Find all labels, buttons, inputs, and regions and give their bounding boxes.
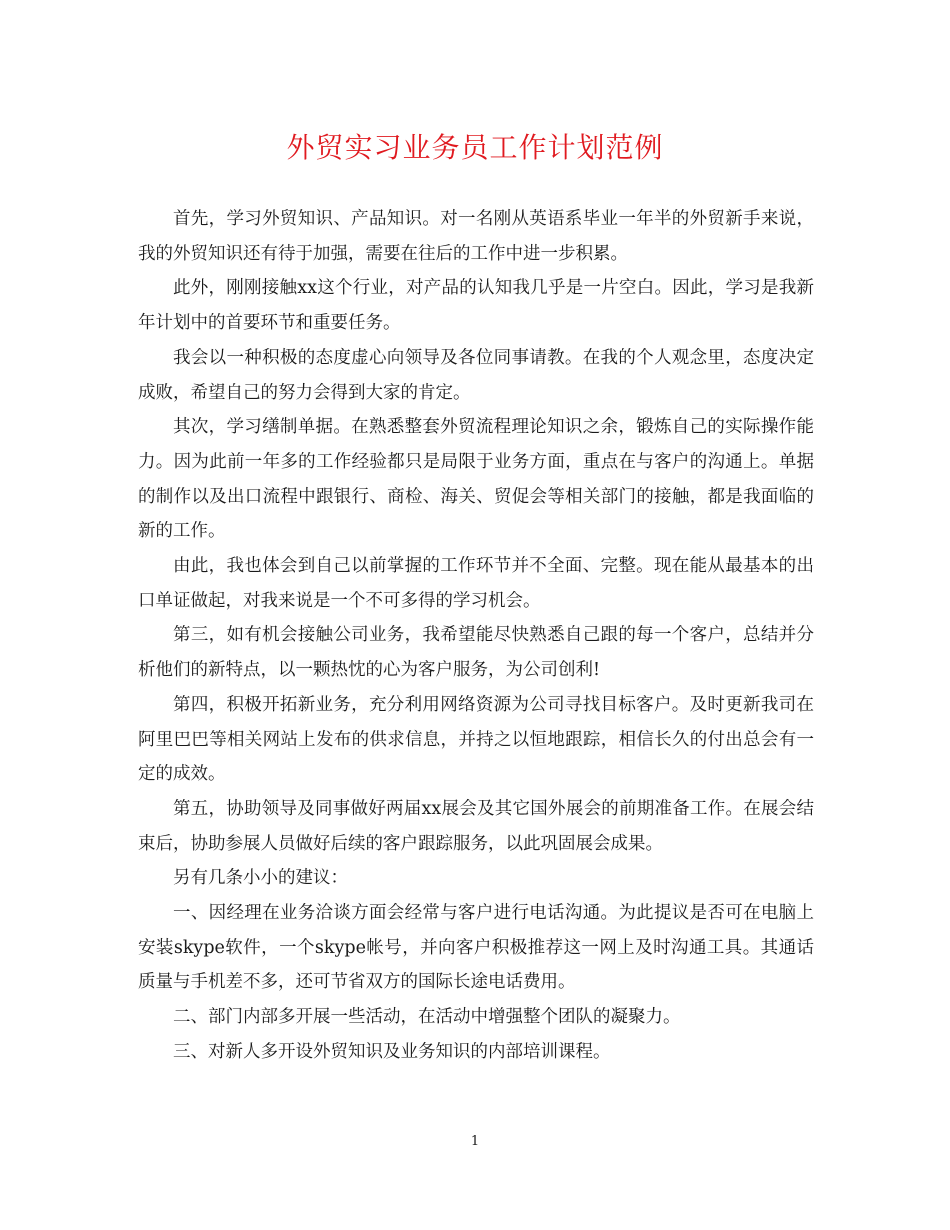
document-body [138, 202, 814, 1070]
page-number: 1 [470, 1134, 480, 1149]
paragraph: 三、对新人多开设外贸知识及业务知识的内部培训课程。 [173, 1041, 611, 1062]
paragraph: 此外，刚刚接触xx这个行业，对产品的认知我几乎是一片空白。因此，学习是我新年计划中的首要环节和重要任务。 [138, 278, 814, 334]
paragraph: 一、因经理在业务洽谈方面会经常与客户进行电话沟通。为此提议是否可在电脑上安装skype软件，一个skype帐号，并向客户积极推荐这一网上及时沟通工具。其通话质量与手机差不多，还可节省双方的国际长途电话费用。 [138, 903, 814, 993]
paragraph: 另有几条小小的建议： [173, 868, 348, 889]
paragraph: 第四，积极开拓新业务，充分利用网络资源为公司寻找目标客户。及时更新我司在阿里巴巴等相关网站上发布的供求信息，并持之以恒地跟踪，相信长久的付出总会有一定的成效。 [138, 694, 814, 785]
paragraph: 由此，我也体会到自己以前掌握的工作环节并不全面、完整。现在能从最基本的出口单证做起，对我来说是一个不可多得的学习机会。 [138, 556, 814, 611]
paragraph: 第五，协助领导及同事做好两届xx展会及其它国外展会的前期准备工作。在展会结束后，协助参展人员做好后续的客户跟踪服务，以此巩固展会成果。 [138, 798, 814, 854]
paragraph: 其次，学习缮制单据。在熟悉整套外贸流程理论知识之余，锻炼自己的实际操作能力。因为此前一年多的工作经验都只是局限于业务方面，重点在与客户的沟通上。单据的制作以及出口流程中跟银行、商检、海关、贸促会等相关部门的接触，都是我面临的新的工作。 [138, 417, 814, 542]
paragraph: 第三，如有机会接触公司业务，我希望能尽快熟悉自己跟的每一个客户，总结并分析他们的新特点，以一颗热忱的心为客户服务，为公司创利! [138, 625, 814, 681]
paragraph: 我会以一种积极的态度虚心向领导及各位同事请教。在我的个人观念里，态度决定成败，希望自己的努力会得到大家的肯定。 [138, 347, 814, 403]
document-title: 外贸实习业务员工作计划范例 [286, 131, 664, 164]
paragraph: 首先，学习外贸知识、产品知识。对一名刚从英语系毕业一年半的外贸新手来说，我的外贸知识还有待于加强，需要在往后的工作中进一步积累。 [138, 209, 814, 264]
paragraph: 二、部门内部多开展一些活动，在活动中增强整个团队的凝聚力。 [173, 1007, 681, 1028]
